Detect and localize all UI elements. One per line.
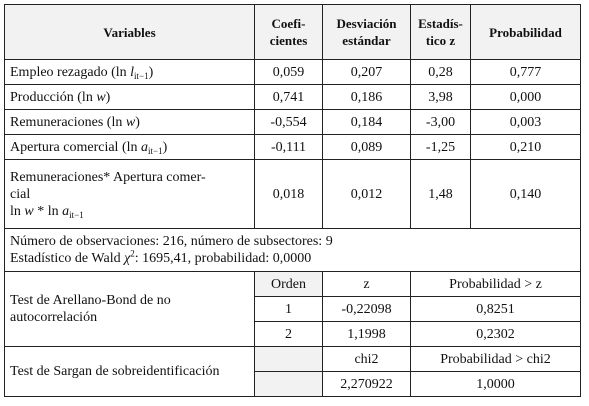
interaction-row	[5, 160, 581, 229]
cell-std-dev: 0,184	[323, 110, 411, 135]
cell-coef: 0,018	[255, 160, 323, 229]
header-variables: Variables	[5, 5, 255, 60]
cell-prob: 0,140	[471, 160, 581, 229]
cell-z: -3,00	[411, 110, 471, 135]
cell-prob: 0,8251	[411, 297, 581, 322]
header-std-dev: Desviación estándar	[323, 5, 411, 60]
cell-z: 3,98	[411, 85, 471, 110]
cell-std-dev: 0,012	[323, 160, 411, 229]
cell-prob: 0,2302	[411, 322, 581, 347]
header-row	[5, 5, 581, 60]
header-z-stat: Estadís- tico z	[411, 5, 471, 60]
notes-row	[5, 229, 581, 272]
cell-coef: -0,111	[255, 135, 323, 160]
table-row	[5, 85, 581, 110]
row-label: Apertura comercial (ln $a_{it-1}$)	[5, 135, 255, 160]
sargan-col-prob: Probabilidad > chi2	[411, 347, 581, 372]
observations-note: Número de observaciones: 216, número de subsectores: 9	[10, 234, 333, 249]
cell-prob: 1,0000	[411, 372, 581, 397]
table-row	[5, 60, 581, 85]
table-row	[5, 135, 581, 160]
header-coef: Coefi- cientes	[255, 5, 323, 60]
cell-coef: 0,741	[255, 85, 323, 110]
cell-coef: 0,059	[255, 60, 323, 85]
arellano-label: Test de Arellano-Bond de no autocorrelación	[5, 272, 255, 347]
cell-prob: 0,210	[471, 135, 581, 160]
row-label: Producción (ln w)	[5, 85, 255, 110]
cell-z: -1,25	[411, 135, 471, 160]
row-label: Remuneraciones (ln w)	[5, 110, 255, 135]
sargan-header-row	[5, 347, 581, 372]
cell-std-dev: 0,207	[323, 60, 411, 85]
cell-prob: 0,777	[471, 60, 581, 85]
arellano-col-orden: Orden	[255, 272, 323, 297]
sargan-empty-cell	[255, 347, 323, 372]
cell-std-dev: 0,089	[323, 135, 411, 160]
sargan-col-chi: chi2	[323, 347, 411, 372]
cell-prob: 0,000	[471, 85, 581, 110]
arellano-col-prob: Probabilidad > z	[411, 272, 581, 297]
sargan-empty-cell	[255, 372, 323, 397]
cell-std-dev: 0,186	[323, 85, 411, 110]
cell-coef: -0,554	[255, 110, 323, 135]
row-label: Empleo rezagado (ln $l_{it-1}$)	[5, 60, 255, 85]
wald-note: Estadístico de Wald $\chi^2$: 1695,41, probabilidad: 0,0000	[10, 248, 312, 266]
cell-chi: 2,270922	[323, 372, 411, 397]
header-probability: Probabilidad	[471, 5, 581, 60]
arellano-col-z: z	[323, 272, 411, 297]
table-row	[5, 110, 581, 135]
cell-prob: 0,003	[471, 110, 581, 135]
sargan-label: Test de Sargan de sobreidentificación	[5, 347, 255, 397]
interaction-label: Remuneraciones* Apertura comer- cial ln w * $\ln a_{it-1}$	[5, 160, 255, 229]
cell-orden: 2	[255, 322, 323, 347]
cell-orden: 1	[255, 297, 323, 322]
regression-table-wrapper	[4, 4, 581, 397]
cell-z: 0,28	[411, 60, 471, 85]
cell-z: -0,22098	[323, 297, 411, 322]
cell-z: 1,48	[411, 160, 471, 229]
arellano-header-row	[5, 272, 581, 297]
cell-z: 1,1998	[323, 322, 411, 347]
regression-table	[4, 4, 581, 397]
notes-cell	[5, 229, 581, 272]
